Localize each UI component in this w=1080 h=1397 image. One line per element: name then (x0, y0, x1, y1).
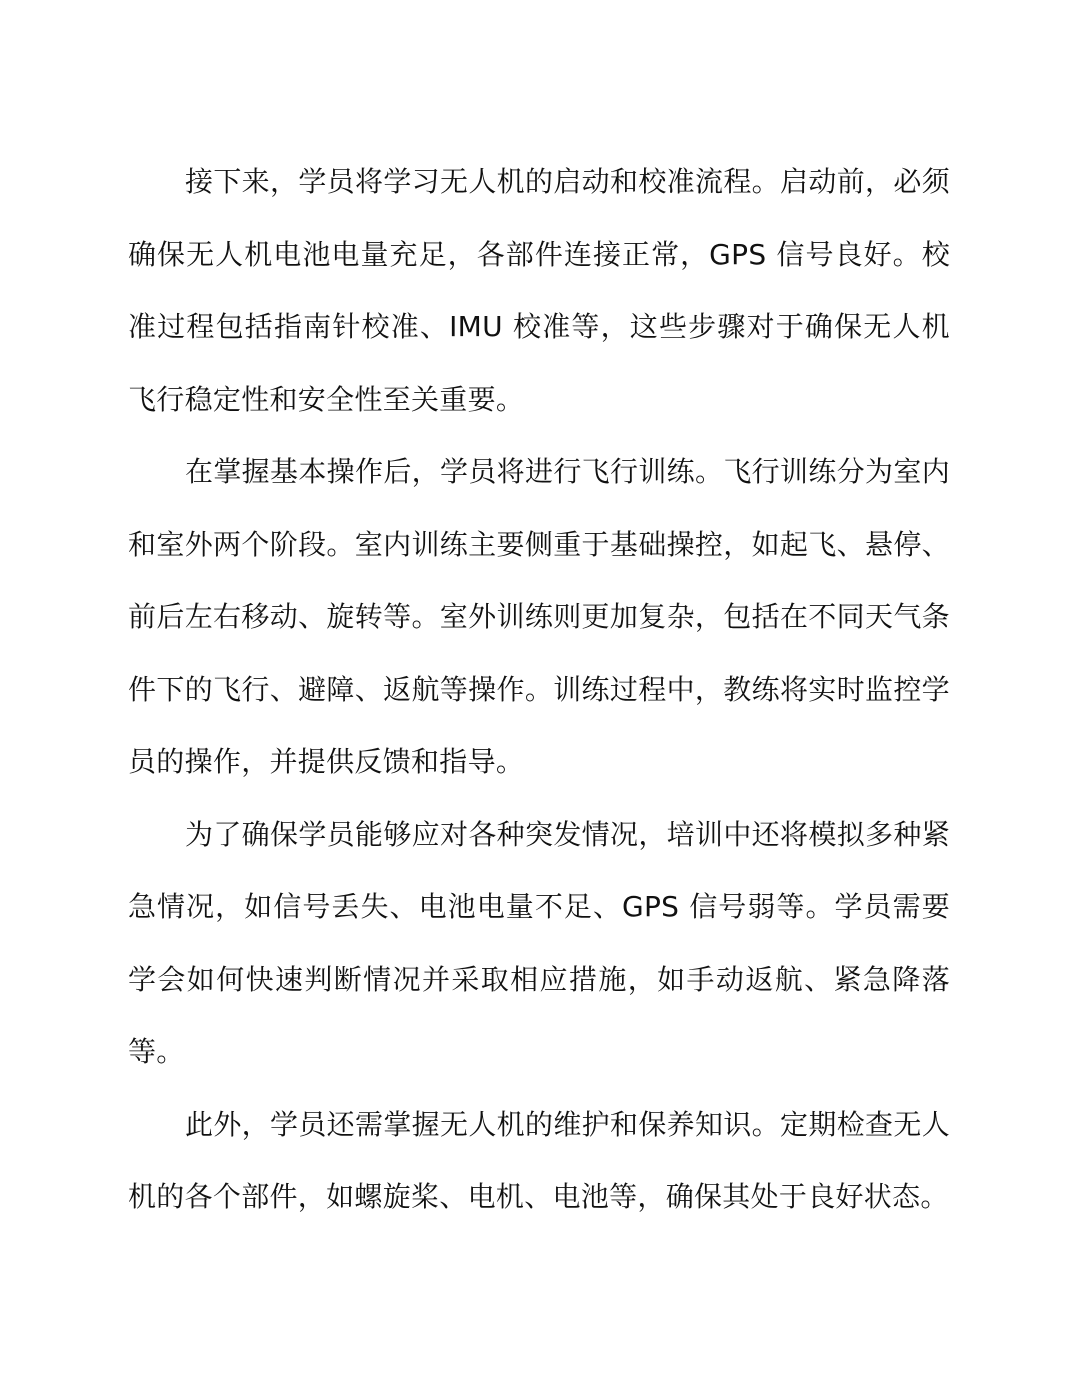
document-body (128, 146, 950, 1234)
paragraph-flight-training: 在掌握基本操作后，学员将进行飞行训练。飞行训练分为室内和室外两个阶段。室内训练主要侧重于基础操控，如起飞、悬停、前后左右移动、旋转等。室外训练则更加复杂，包括在不同天气条件下的飞行、避障、返航等操作。训练过程中，教练将实时监控学员的操作，并提供反馈和指导。 (128, 455, 950, 778)
paragraph-emergency-simulation: 为了确保学员能够应对各种突发情况，培训中还将模拟多种紧急情况，如信号丢失、电池电量不足、GPS 信号弱等。学员需要学会如何快速判断情况并采取相应措施，如手动返航、紧急降落等。 (128, 817, 950, 1068)
paragraph-maintenance: 此外，学员还需掌握无人机的维护和保养知识。定期检查无人机的各个部件，如螺旋桨、电机、电池等，确保其处于良好状态。 (128, 1107, 950, 1213)
paragraph-startup-calibration: 接下来，学员将学习无人机的启动和校准流程。启动前，必须确保无人机电池电量充足，各部件连接正常，GPS 信号良好。校准过程包括指南针校准、IMU 校准等，这些步骤对于确保无人机飞行稳定性和安全性至关重要。 (128, 165, 950, 416)
